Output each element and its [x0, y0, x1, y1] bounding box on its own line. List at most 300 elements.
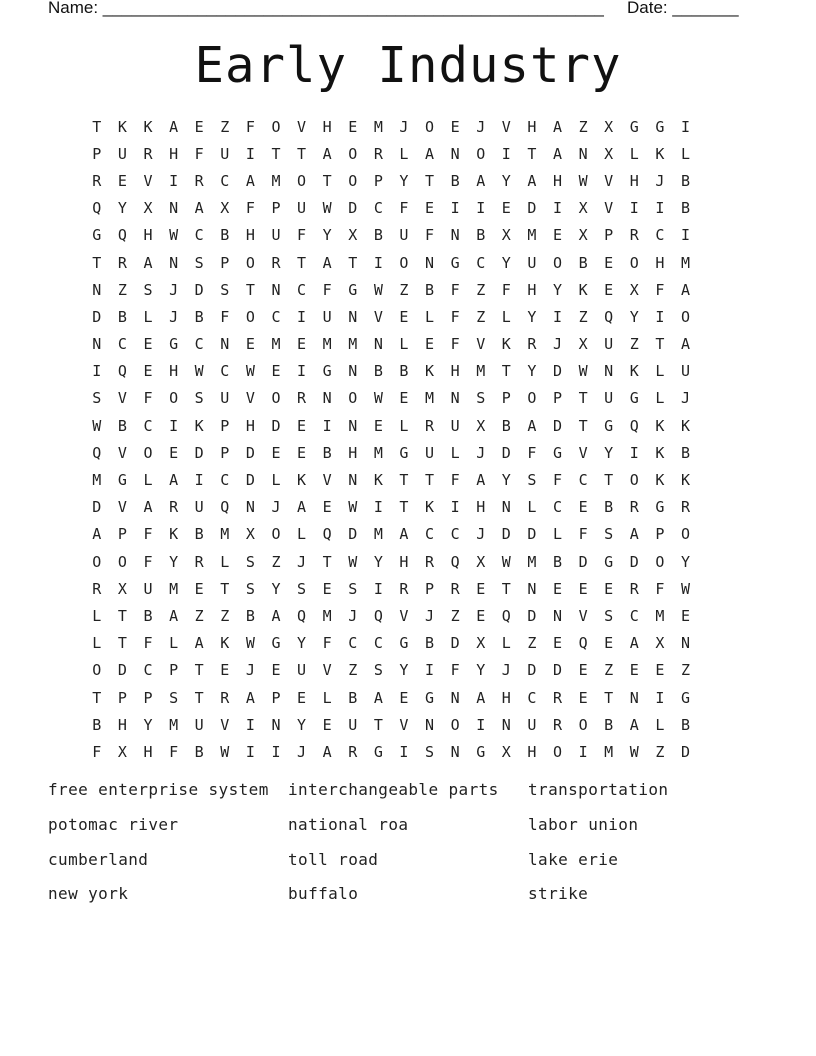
grid-letter: W: [220, 742, 230, 761]
grid-letter: E: [578, 661, 588, 680]
grid-letter: X: [578, 199, 588, 218]
grid-letter: N: [348, 471, 358, 490]
grid-letter: T: [373, 715, 383, 734]
grid-letter: G: [450, 253, 460, 272]
grid-letter: L: [143, 471, 153, 490]
grid-letter: R: [552, 688, 562, 707]
grid-letter: D: [450, 634, 460, 653]
grid-letter: G: [348, 280, 358, 299]
grid-letter: C: [655, 226, 665, 245]
grid-letter: F: [450, 307, 460, 326]
grid-letter: A: [629, 634, 639, 653]
grid-letter: D: [552, 362, 562, 381]
grid-letter: E: [604, 253, 614, 272]
puzzle-title: Early Industry: [194, 37, 622, 94]
grid-letter: A: [194, 634, 204, 653]
grid-letter: P: [425, 579, 435, 598]
grid-letter: I: [552, 199, 562, 218]
grid-letter: L: [655, 389, 665, 408]
grid-letter: E: [373, 416, 383, 435]
grid-letter: X: [143, 199, 153, 218]
grid-letter: X: [629, 280, 639, 299]
grid-letter: R: [194, 552, 204, 571]
grid-letter: I: [92, 362, 102, 381]
grid-letter: N: [348, 362, 358, 381]
grid-letter: R: [552, 715, 562, 734]
grid-letter: A: [552, 144, 562, 163]
grid-letter: N: [271, 715, 281, 734]
grid-letter: R: [629, 226, 639, 245]
grid-letter: C: [117, 335, 127, 354]
grid-letter: A: [245, 688, 255, 707]
grid-letter: P: [604, 226, 614, 245]
grid-letter: P: [220, 416, 230, 435]
grid-letter: T: [245, 280, 255, 299]
grid-letter: T: [604, 471, 614, 490]
grid-letter: C: [629, 606, 639, 625]
grid-letter: F: [450, 280, 460, 299]
grid-letter: N: [322, 389, 332, 408]
grid-letter: P: [271, 688, 281, 707]
grid-letter: N: [552, 606, 562, 625]
word-list-item: free enterprise system: [48, 780, 269, 799]
grid-letter: U: [220, 389, 230, 408]
grid-letter: S: [245, 552, 255, 571]
grid-row: [84, 548, 698, 575]
grid-letter: V: [578, 443, 588, 462]
grid-letter: D: [552, 661, 562, 680]
grid-letter: N: [271, 280, 281, 299]
grid-row: [84, 466, 698, 493]
word-list-item: strike: [528, 884, 589, 904]
grid-letter: P: [220, 253, 230, 272]
grid-letter: N: [450, 144, 460, 163]
grid-letter: H: [245, 226, 255, 245]
grid-letter: D: [629, 552, 639, 571]
grid-letter: M: [527, 226, 537, 245]
grid-letter: B: [220, 226, 230, 245]
word-list-item: interchangeable parts: [288, 780, 499, 799]
grid-letter: Y: [297, 715, 307, 734]
grid-letter: K: [194, 416, 204, 435]
grid-letter: I: [245, 715, 255, 734]
grid-letter: W: [169, 226, 179, 245]
grid-letter: A: [629, 715, 639, 734]
grid-letter: P: [143, 688, 153, 707]
grid-letter: E: [245, 335, 255, 354]
grid-letter: G: [552, 443, 562, 462]
grid-letter: E: [271, 362, 281, 381]
grid-letter: N: [527, 579, 537, 598]
grid-letter: N: [348, 416, 358, 435]
grid-letter: S: [476, 389, 486, 408]
grid-letter: E: [143, 335, 153, 354]
grid-letter: I: [194, 471, 204, 490]
grid-letter: D: [527, 661, 537, 680]
grid-letter: B: [680, 171, 690, 190]
grid-letter: Z: [194, 606, 204, 625]
grid-letter: C: [476, 253, 486, 272]
grid-letter: Y: [501, 471, 511, 490]
grid-letter: V: [578, 606, 588, 625]
grid-letter: Q: [92, 199, 102, 218]
grid-letter: Z: [629, 335, 639, 354]
word-list-item: potomac river: [48, 814, 179, 834]
grid-letter: E: [425, 335, 435, 354]
grid-letter: P: [92, 144, 102, 163]
grid-letter: N: [450, 226, 460, 245]
grid-letter: J: [552, 335, 562, 354]
grid-letter: A: [169, 606, 179, 625]
grid-letter: O: [680, 525, 690, 544]
grid-letter: C: [271, 307, 281, 326]
grid-letter: F: [655, 280, 665, 299]
grid-letter: F: [194, 144, 204, 163]
grid-letter: X: [578, 226, 588, 245]
grid-letter: N: [450, 688, 460, 707]
grid-letter: U: [527, 253, 537, 272]
grid-letter: W: [245, 634, 255, 653]
grid-letter: B: [399, 362, 409, 381]
grid-letter: S: [604, 525, 614, 544]
grid-letter: X: [578, 335, 588, 354]
grid-letter: H: [348, 443, 358, 462]
grid-letter: A: [680, 280, 690, 299]
grid-letter: N: [629, 688, 639, 707]
grid-letter: U: [527, 715, 537, 734]
grid-letter: Z: [578, 307, 588, 326]
date-field: Date: _______: [627, 0, 739, 17]
grid-letter: H: [143, 226, 153, 245]
grid-letter: O: [271, 389, 281, 408]
grid-letter: E: [271, 661, 281, 680]
grid-letter: Q: [220, 498, 230, 517]
grid-letter: A: [629, 525, 639, 544]
grid-letter: E: [604, 634, 614, 653]
grid-letter: U: [220, 144, 230, 163]
grid-letter: Y: [680, 552, 690, 571]
grid-letter: T: [297, 253, 307, 272]
grid-letter: H: [527, 117, 537, 136]
grid-letter: Y: [527, 362, 537, 381]
grid-letter: J: [476, 525, 486, 544]
grid-letter: D: [680, 742, 690, 761]
grid-letter: T: [220, 579, 230, 598]
grid-letter: X: [655, 634, 665, 653]
grid-letter: A: [527, 416, 537, 435]
name-field: Name: _____________________________________________________: [48, 0, 604, 17]
grid-letter: J: [476, 443, 486, 462]
grid-letter: A: [322, 253, 332, 272]
grid-letter: B: [425, 280, 435, 299]
grid-letter: A: [271, 606, 281, 625]
grid-letter: M: [271, 335, 281, 354]
grid-letter: N: [501, 498, 511, 517]
grid-letter: D: [245, 443, 255, 462]
grid-letter: A: [476, 471, 486, 490]
grid-letter: O: [552, 742, 562, 761]
grid-letter: K: [655, 443, 665, 462]
grid-letter: O: [348, 171, 358, 190]
grid-letter: N: [425, 715, 435, 734]
grid-letter: T: [271, 144, 281, 163]
grid-letter: E: [220, 661, 230, 680]
grid-letter: Q: [373, 606, 383, 625]
grid-letter: B: [373, 226, 383, 245]
grid-letter: O: [655, 552, 665, 571]
grid-letter: O: [169, 389, 179, 408]
grid-letter: U: [604, 335, 614, 354]
grid-row: [84, 195, 698, 222]
grid-letter: F: [527, 443, 537, 462]
grid-letter: A: [527, 171, 537, 190]
grid-letter: L: [655, 715, 665, 734]
grid-letter: F: [143, 634, 153, 653]
grid-row: [84, 303, 698, 330]
grid-letter: Y: [297, 634, 307, 653]
grid-letter: L: [399, 416, 409, 435]
grid-letter: V: [501, 117, 511, 136]
grid-letter: A: [194, 199, 204, 218]
grid-letter: U: [271, 226, 281, 245]
grid-letter: I: [476, 199, 486, 218]
grid-letter: U: [143, 579, 153, 598]
grid-letter: C: [527, 688, 537, 707]
grid-letter: L: [399, 335, 409, 354]
grid-letter: W: [92, 416, 102, 435]
grid-letter: B: [450, 171, 460, 190]
grid-letter: R: [117, 253, 127, 272]
grid-letter: I: [501, 144, 511, 163]
grid-letter: U: [604, 389, 614, 408]
grid-row: [84, 358, 698, 385]
grid-letter: W: [373, 280, 383, 299]
grid-letter: J: [169, 307, 179, 326]
grid-letter: H: [527, 742, 537, 761]
grid-letter: X: [501, 742, 511, 761]
grid-letter: H: [245, 416, 255, 435]
grid-letter: K: [373, 471, 383, 490]
grid-letter: L: [271, 471, 281, 490]
grid-letter: L: [220, 552, 230, 571]
grid-letter: R: [271, 253, 281, 272]
grid-letter: V: [373, 307, 383, 326]
grid-letter: N: [680, 634, 690, 653]
grid-letter: T: [425, 171, 435, 190]
grid-letter: M: [655, 606, 665, 625]
grid-letter: F: [578, 525, 588, 544]
grid-letter: I: [552, 307, 562, 326]
grid-letter: Y: [169, 552, 179, 571]
grid-letter: S: [143, 280, 153, 299]
grid-letter: J: [425, 606, 435, 625]
grid-letter: S: [194, 389, 204, 408]
grid-letter: C: [194, 335, 204, 354]
grid-letter: P: [117, 688, 127, 707]
grid-letter: V: [117, 389, 127, 408]
grid-letter: A: [552, 117, 562, 136]
grid-letter: Z: [578, 117, 588, 136]
grid-letter: D: [245, 471, 255, 490]
grid-letter: Q: [629, 416, 639, 435]
grid-letter: I: [578, 742, 588, 761]
word-list-item: cumberland: [48, 849, 149, 869]
grid-row: [84, 113, 698, 140]
grid-letter: W: [373, 389, 383, 408]
grid-letter: I: [450, 199, 460, 218]
grid-letter: A: [322, 742, 332, 761]
grid-letter: C: [143, 661, 153, 680]
grid-letter: Z: [450, 606, 460, 625]
grid-letter: J: [501, 661, 511, 680]
grid-letter: S: [527, 471, 537, 490]
grid-letter: N: [450, 742, 460, 761]
grid-letter: V: [604, 171, 614, 190]
grid-letter: I: [425, 661, 435, 680]
grid-letter: I: [450, 498, 460, 517]
grid-letter: R: [169, 498, 179, 517]
grid-letter: N: [450, 389, 460, 408]
grid-letter: O: [527, 389, 537, 408]
grid-letter: T: [322, 552, 332, 571]
word-search-grid: [84, 113, 698, 766]
grid-letter: J: [399, 117, 409, 136]
grid-row: [84, 684, 698, 711]
grid-letter: Y: [527, 307, 537, 326]
grid-letter: W: [348, 498, 358, 517]
grid-letter: Y: [117, 199, 127, 218]
grid-letter: F: [143, 525, 153, 544]
grid-row: [84, 412, 698, 439]
grid-letter: U: [297, 199, 307, 218]
grid-letter: W: [578, 362, 588, 381]
grid-letter: I: [680, 117, 690, 136]
grid-letter: M: [373, 525, 383, 544]
grid-letter: R: [399, 579, 409, 598]
grid-letter: B: [92, 715, 102, 734]
grid-letter: T: [399, 471, 409, 490]
grid-letter: K: [220, 634, 230, 653]
grid-letter: Y: [373, 552, 383, 571]
grid-letter: M: [322, 606, 332, 625]
grid-letter: Q: [578, 634, 588, 653]
grid-letter: F: [322, 280, 332, 299]
grid-letter: Q: [604, 307, 614, 326]
grid-letter: E: [552, 226, 562, 245]
grid-letter: I: [245, 144, 255, 163]
grid-letter: H: [143, 742, 153, 761]
grid-letter: H: [629, 171, 639, 190]
grid-letter: V: [220, 715, 230, 734]
grid-row: [84, 657, 698, 684]
grid-letter: A: [476, 171, 486, 190]
grid-letter: Z: [220, 606, 230, 625]
grid-letter: X: [604, 117, 614, 136]
grid-letter: R: [450, 579, 460, 598]
grid-letter: E: [399, 389, 409, 408]
grid-letter: R: [425, 416, 435, 435]
grid-letter: V: [476, 335, 486, 354]
grid-letter: N: [92, 280, 102, 299]
grid-letter: X: [501, 226, 511, 245]
grid-letter: R: [629, 579, 639, 598]
grid-letter: M: [476, 362, 486, 381]
grid-letter: K: [655, 471, 665, 490]
grid-letter: N: [245, 498, 255, 517]
grid-row: [84, 738, 698, 765]
grid-letter: E: [501, 199, 511, 218]
grid-letter: Z: [117, 280, 127, 299]
grid-letter: N: [169, 199, 179, 218]
grid-letter: U: [117, 144, 127, 163]
grid-letter: M: [527, 552, 537, 571]
grid-letter: E: [578, 498, 588, 517]
grid-letter: C: [578, 471, 588, 490]
grid-letter: L: [169, 634, 179, 653]
grid-letter: K: [117, 117, 127, 136]
grid-letter: F: [297, 226, 307, 245]
grid-letter: K: [501, 335, 511, 354]
grid-letter: J: [169, 280, 179, 299]
grid-letter: P: [655, 525, 665, 544]
grid-letter: F: [399, 199, 409, 218]
grid-letter: O: [245, 307, 255, 326]
grid-letter: V: [399, 606, 409, 625]
grid-letter: I: [169, 416, 179, 435]
grid-letter: I: [655, 199, 665, 218]
grid-letter: L: [450, 443, 460, 462]
grid-letter: Z: [399, 280, 409, 299]
grid-letter: G: [604, 552, 614, 571]
grid-letter: U: [348, 715, 358, 734]
grid-letter: B: [194, 307, 204, 326]
grid-letter: Q: [117, 362, 127, 381]
grid-letter: T: [117, 634, 127, 653]
grid-letter: O: [552, 253, 562, 272]
grid-letter: A: [169, 471, 179, 490]
grid-letter: T: [655, 335, 665, 354]
grid-row: [84, 222, 698, 249]
grid-letter: B: [425, 634, 435, 653]
grid-letter: Q: [117, 226, 127, 245]
grid-letter: E: [297, 688, 307, 707]
grid-letter: T: [348, 253, 358, 272]
grid-letter: F: [220, 307, 230, 326]
grid-letter: E: [143, 362, 153, 381]
grid-letter: B: [322, 443, 332, 462]
grid-letter: Z: [476, 307, 486, 326]
grid-letter: A: [373, 688, 383, 707]
grid-letter: Q: [92, 443, 102, 462]
word-list-item: new york: [48, 884, 129, 904]
grid-letter: F: [143, 552, 153, 571]
grid-letter: L: [425, 307, 435, 326]
grid-letter: E: [194, 579, 204, 598]
grid-letter: V: [143, 171, 153, 190]
grid-letter: I: [655, 307, 665, 326]
grid-letter: O: [450, 715, 460, 734]
grid-letter: O: [245, 253, 255, 272]
grid-letter: X: [117, 742, 127, 761]
grid-letter: N: [169, 253, 179, 272]
grid-letter: B: [604, 715, 614, 734]
grid-letter: F: [245, 117, 255, 136]
grid-letter: C: [450, 525, 460, 544]
grid-letter: B: [604, 498, 614, 517]
grid-letter: L: [322, 688, 332, 707]
grid-letter: A: [399, 525, 409, 544]
grid-letter: R: [373, 144, 383, 163]
